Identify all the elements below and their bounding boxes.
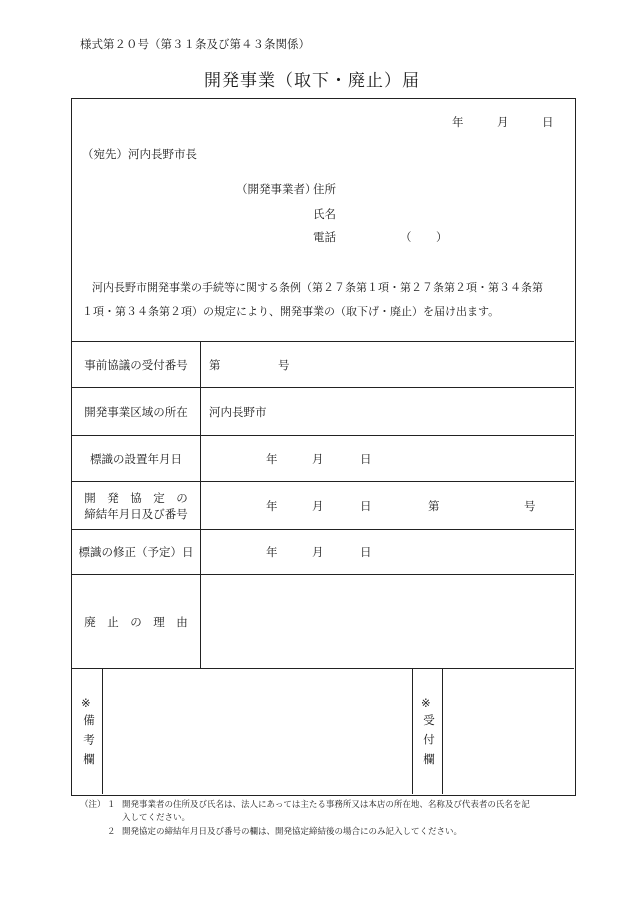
row-divider <box>71 668 574 669</box>
sign-fix-year[interactable]: 年 <box>266 545 278 559</box>
applicant-address-label: 住所 <box>313 182 336 196</box>
note1-number: １ <box>107 800 116 810</box>
sign-date-day[interactable]: 日 <box>360 452 372 466</box>
notes-prefix: （注） <box>80 800 106 810</box>
date-month[interactable]: 月 <box>497 115 509 129</box>
applicant-phone-label: 電話 <box>313 230 336 244</box>
remarks-divider <box>102 668 103 794</box>
date-day[interactable]: 日 <box>542 115 554 129</box>
row-divider <box>71 435 574 436</box>
agreement-label-line1: 開 発 協 定 の <box>84 491 188 505</box>
row-divider <box>71 574 574 575</box>
note2-number: ２ <box>107 827 116 837</box>
receipt-left-divider <box>412 668 413 794</box>
sign-fix-label: 標識の修正（予定）日 <box>78 545 194 559</box>
addressee: （宛先）河内長野市長 <box>82 147 197 161</box>
receipt-mark: ※ <box>421 696 431 710</box>
consult-number-prefix[interactable]: 第 <box>209 358 221 372</box>
sign-fix-day[interactable]: 日 <box>360 545 372 559</box>
location-label: 開発事業区域の所在 <box>84 405 188 419</box>
phone-paren-open: （ <box>400 230 412 244</box>
agreement-prefix[interactable]: 第 <box>428 499 440 513</box>
note2-text: 開発協定の締結年月日及び番号の欄は、開発協定締結後の場合にのみ記入してください。 <box>122 827 463 837</box>
sign-fix-month[interactable]: 月 <box>312 545 324 559</box>
date-year[interactable]: 年 <box>452 115 464 129</box>
body-text-line1: 河内長野市開発事業の手続等に関する条例（第２７条第１項・第２７条第２項・第３４条第 <box>92 281 543 294</box>
remarks-field[interactable] <box>104 670 410 792</box>
label-column-divider <box>200 341 201 668</box>
consult-number-label: 事前協議の受付番号 <box>84 358 188 372</box>
remarks-mark: ※ <box>81 696 91 710</box>
note1-line2: 入してください。 <box>122 813 191 823</box>
remarks-label: 備考欄 <box>82 714 96 773</box>
agreement-day[interactable]: 日 <box>360 499 372 513</box>
agreement-label-line2: 締結年月日及び番号 <box>84 507 188 521</box>
row-divider <box>71 481 574 482</box>
receipt-field[interactable] <box>444 670 572 792</box>
applicant-role: （開発事業者） <box>236 182 317 196</box>
sign-date-month[interactable]: 月 <box>312 452 324 466</box>
row-divider <box>71 529 574 530</box>
note1-line1: 開発事業者の住所及び氏名は、法人にあっては主たる事務所又は本店の所在地、名称及び代表者の氏名を記 <box>122 800 530 810</box>
row-divider <box>71 341 574 342</box>
phone-paren-close: ） <box>436 230 448 244</box>
sign-date-year[interactable]: 年 <box>266 452 278 466</box>
body-text-line2: １項・第３４条第２項）の規定により、開発事業の（取下げ・廃止）を届け出ます。 <box>82 305 500 318</box>
sign-date-label: 標識の設置年月日 <box>90 452 182 466</box>
abolish-reason-field[interactable] <box>202 576 572 666</box>
form-number: 様式第２０号（第３１条及び第４３条関係） <box>80 37 310 51</box>
page-title: 開発事業（取下・廃止）届 <box>204 71 420 91</box>
applicant-name-label: 氏名 <box>313 207 336 221</box>
agreement-suffix[interactable]: 号 <box>524 499 536 513</box>
location-value[interactable]: 河内長野市 <box>209 405 267 419</box>
agreement-year[interactable]: 年 <box>266 499 278 513</box>
receipt-right-divider <box>442 668 443 794</box>
abolish-reason-label: 廃 止 の 理 由 <box>84 615 188 629</box>
consult-number-suffix[interactable]: 号 <box>278 358 290 372</box>
row-divider <box>71 387 574 388</box>
receipt-label: 受付欄 <box>422 714 436 773</box>
agreement-month[interactable]: 月 <box>312 499 324 513</box>
